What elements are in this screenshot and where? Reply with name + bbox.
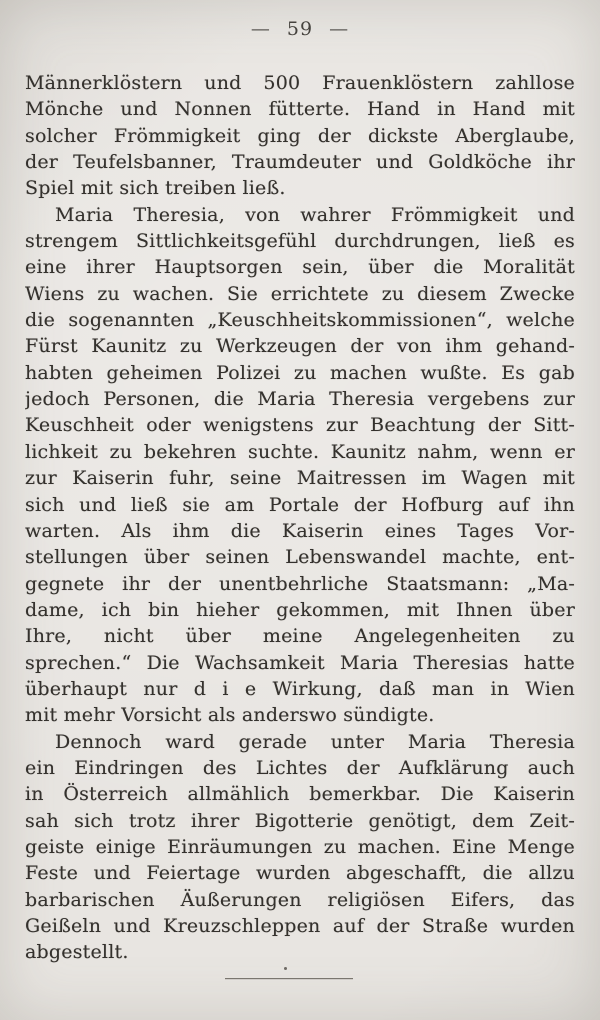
text-line: abgestellt. — [25, 941, 129, 964]
section-end-rule — [225, 978, 353, 979]
text-line: überhaupt nur d i e Wirkung, daß man in Wien — [25, 677, 575, 700]
text-line: sprechen.“ Die Wachsamkeit Maria Theresias hatte — [25, 651, 575, 674]
page-number: 59 — [286, 18, 314, 40]
text-line: Männerklöstern und 500 Frauenklöstern zahllose — [25, 72, 575, 94]
text-line: in Österreich allmählich bemerkbar. Die Kaiserin — [25, 783, 575, 806]
text-line: Dennoch ward gerade unter Maria Theresia — [55, 730, 575, 753]
text-line: der Teufelsbanner, Traumdeuter und Goldköche ihr — [25, 151, 575, 174]
text-line: sah sich trotz ihrer Bigotterie genötigt, dem Zeit- — [25, 809, 575, 832]
text-line: Maria Theresia, von wahrer Frömmigkeit und — [55, 203, 575, 226]
ink-speck — [284, 967, 287, 970]
header-right-dash: — — [329, 18, 350, 40]
text-line: habten geheimen Polizei zu machen wußte. Es gab — [25, 361, 575, 384]
text-line: die sogenannten „Keuschheitskommissionen“, welche — [25, 309, 575, 332]
text-line: solcher Frömmigkeit ging der dickste Aberglaube, — [25, 124, 575, 147]
text-line: sich und ließ sie am Portale der Hofburg auf ihn — [25, 493, 575, 516]
page-header — [0, 18, 600, 40]
text-line: Fürst Kaunitz zu Werkzeugen der von ihm gehand- — [25, 335, 575, 358]
text-line: eine ihrer Hauptsorgen sein, über die Moralität — [25, 256, 575, 279]
text-line: Wiens zu wachen. Sie errichtete zu diesem Zwecke — [25, 282, 575, 305]
text-line: stellungen über seinen Lebenswandel machte, ent- — [25, 546, 575, 569]
text-line: Spiel mit sich treiben ließ. — [25, 177, 286, 200]
text-line: dame, ich bin hieher gekommen, mit Ihnen über — [25, 598, 575, 621]
header-left-dash: — — [250, 18, 271, 40]
text-line: strengem Sittlichkeitsgefühl durchdrungen, ließ es — [25, 230, 575, 253]
text-line: zur Kaiserin fuhr, seine Maitressen im Wagen mit — [25, 467, 575, 490]
text-line: barbarischen Äußerungen religiösen Eifers, das — [25, 888, 575, 911]
text-line: Geißeln und Kreuzschleppen auf der Straße wurden — [25, 915, 575, 937]
text-line: Feste und Feiertage wurden abgeschafft, die allzu — [25, 862, 575, 885]
text-line: Ihre, nicht über meine Angelegenheiten zu — [25, 625, 575, 648]
text-line: mit mehr Vorsicht als anderswo sündigte. — [25, 704, 435, 727]
text-line: warten. Als ihm die Kaiserin eines Tages Vor- — [25, 519, 575, 542]
text-line: Mönche und Nonnen fütterte. Hand in Hand mit — [25, 98, 575, 121]
text-line: ein Eindringen des Lichtes der Aufklärung auch — [25, 756, 575, 779]
text-line: lichkeit zu bekehren suchte. Kaunitz nahm, wenn er — [25, 440, 575, 463]
text-line: Keuschheit oder wenigstens zur Beachtung der Sitt- — [25, 414, 575, 437]
body-text — [25, 70, 575, 966]
text-line: gegnete ihr der unentbehrliche Staatsmann: „Ma- — [25, 572, 575, 595]
text-line: jedoch Personen, die Maria Theresia vergebens zur — [25, 388, 575, 411]
text-line: geiste einige Einräumungen zu machen. Eine Menge — [25, 835, 575, 858]
